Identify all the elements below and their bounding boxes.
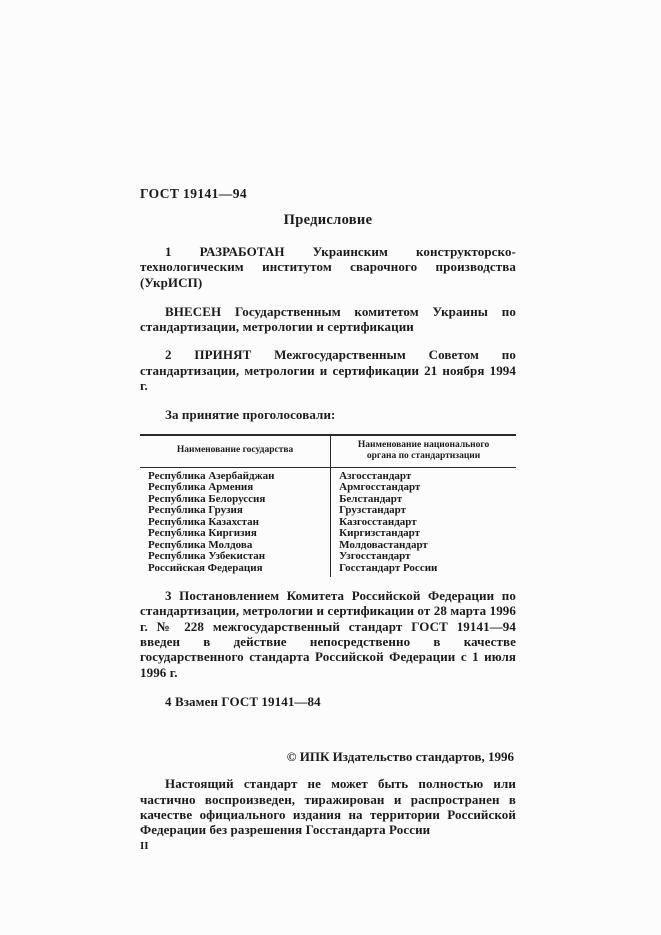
org-cell: Белстандарт	[331, 494, 516, 506]
voting-intro: За принятие проголосовали:	[165, 407, 336, 423]
country-cell: Республика Азербайджан	[148, 469, 275, 482]
table-row	[140, 551, 516, 563]
country-cell: Республика Молдова	[148, 538, 253, 551]
header-country: Наименование государства	[140, 435, 331, 468]
vote-table	[140, 434, 516, 578]
country-cell: Республика Грузия	[148, 504, 243, 517]
page-title: Предисловие	[283, 212, 373, 228]
country-cell: Республика Узбекистан	[148, 550, 266, 563]
org-cell: Киргизстандарт	[331, 528, 516, 540]
paragraph-developed: 1 РАЗРАБОТАН Украинским конструкторско-технологическим институтом сварочного производства (УкрИСП)	[140, 244, 516, 290]
table-row	[140, 528, 516, 540]
doc-number: ГОСТ 19141—94	[140, 186, 247, 201]
country-cell: Республика Белоруссия	[148, 492, 266, 505]
vote-table-header	[140, 435, 516, 468]
org-cell: Молдовастандарт	[331, 540, 516, 552]
paragraph-submitted: ВНЕСЕН Государственным комитетом Украины по стандартизации, метрологии и сертификации	[140, 303, 516, 335]
copyright-line: © ИПК Издательство стандартов, 1996	[286, 749, 514, 765]
header-org: Наименование национального органа по стандартизации	[331, 435, 516, 468]
text-block	[140, 186, 516, 852]
org-cell: Азгосстандарт	[331, 467, 516, 482]
org-cell: Госстандарт России	[331, 563, 516, 578]
country-cell: Республика Казахстан	[148, 515, 260, 528]
country-cell: Республика Армения	[148, 481, 254, 494]
org-cell: Казгосстандарт	[331, 517, 516, 529]
table-row	[140, 467, 516, 482]
org-cell: Узгосстандарт	[331, 551, 516, 563]
country-cell: Российская Федерация	[148, 561, 263, 574]
org-cell: Грузстандарт	[331, 505, 516, 517]
table-row	[140, 563, 516, 578]
table-row	[140, 505, 516, 517]
country-cell: Республика Киргизия	[148, 527, 257, 540]
paragraph-enactment: 3 Постановлением Комитета Российской Федерации по стандартизации, метрологии и сертификации от 28 марта 1996 г. № 228 межгосударственный стандарт ГОСТ 19141—94 введен в действие непосредственно в качестве государственного стандарта Российской Федерации с 1 июля 1996 г.	[140, 588, 516, 680]
copyright-notice: Настоящий стандарт не может быть полностью или частично воспроизведен, тиражирован и распространен в качестве официального издания на территории Российской Федерации без разрешения Госстандарта России	[140, 776, 516, 838]
header-row	[140, 435, 516, 468]
vote-table-body	[140, 467, 516, 577]
page-number: II	[140, 840, 149, 853]
paragraph-adopted: 2 ПРИНЯТ Межгосударственным Советом по стандартизации, метрологии и сертификации 21 ноября 1994 г.	[140, 347, 516, 394]
paragraph-replaces: 4 Взамен ГОСТ 19141—84	[165, 693, 321, 709]
org-cell: Армгосстандарт	[331, 482, 516, 494]
table-row	[140, 482, 516, 494]
